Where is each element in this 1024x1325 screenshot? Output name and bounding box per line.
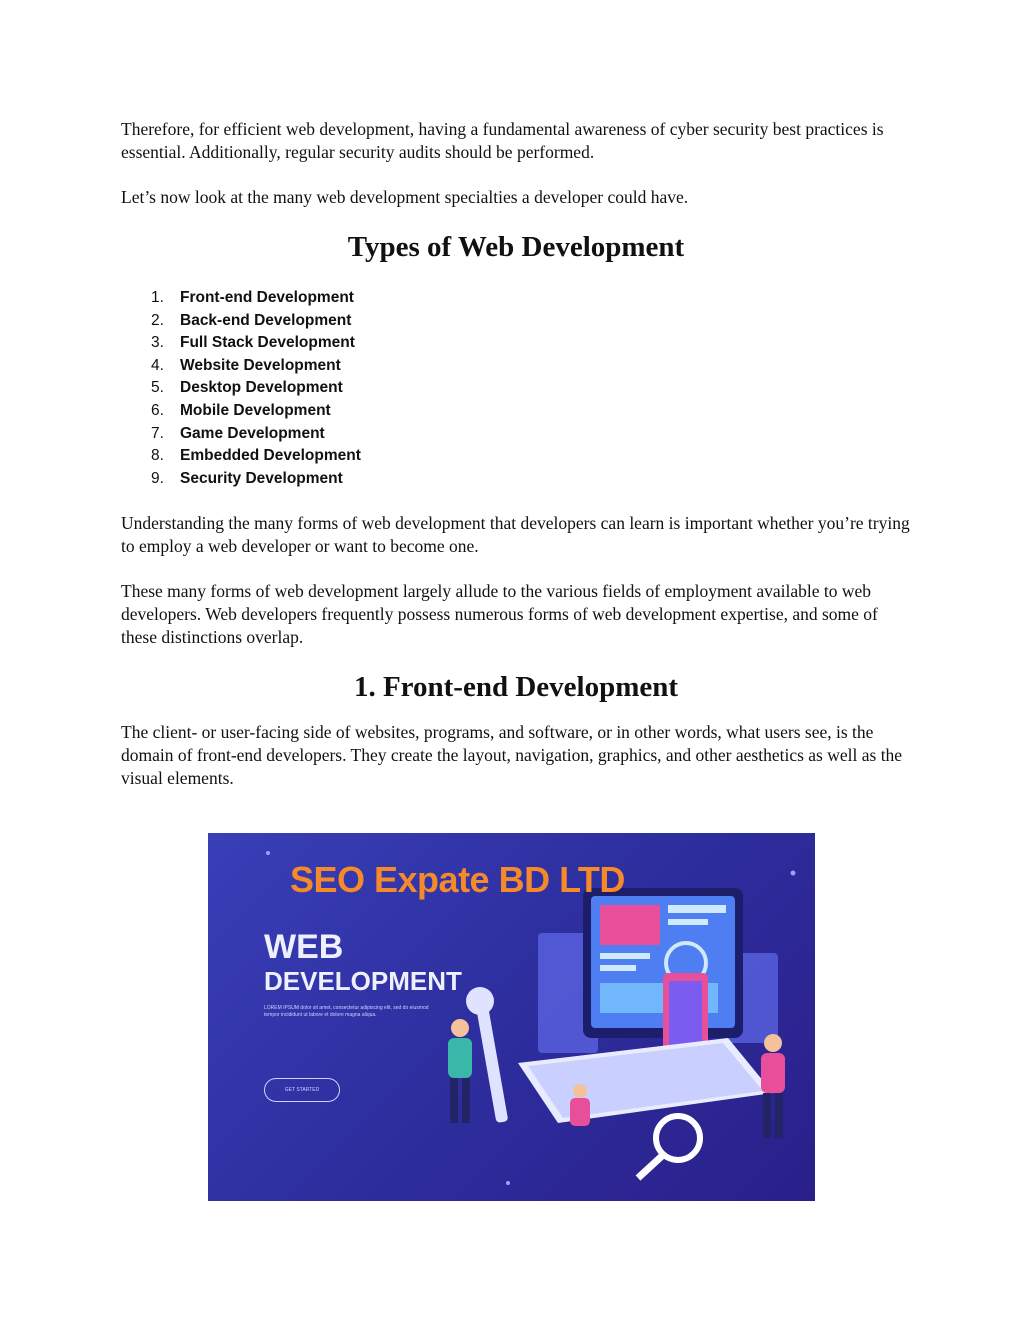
web-development-banner bbox=[208, 833, 815, 1201]
banner-brand: SEO Expate BD LTD bbox=[290, 859, 625, 900]
list-item: 1. Front-end Development bbox=[151, 289, 354, 306]
list-item: 5. Desktop Development bbox=[151, 379, 343, 397]
types-heading: Types of Web Development bbox=[347, 231, 685, 263]
list-item: 7. Game Development bbox=[151, 424, 325, 442]
list-item: 2. Back-end Development bbox=[151, 311, 352, 329]
document-page bbox=[121, 118, 911, 790]
list-item: 3. Full Stack Development bbox=[151, 334, 355, 352]
front-end-heading: 1. Front-end Development bbox=[353, 671, 679, 704]
list-item: 6. Mobile Development bbox=[151, 401, 331, 419]
intro-paragraph-2: Let’s now look at the many web development specialties a developer could have. bbox=[121, 187, 689, 207]
banner-title-web: WEB bbox=[264, 928, 344, 966]
list-item: 8. Embedded Development bbox=[151, 447, 361, 465]
list-item: 9. Security Development bbox=[151, 469, 343, 487]
banner-lorem-text: LOREM IPSUM dolor sit amet, consectetur adipiscing elit, sed do eiusmod tempor incididunt ut labore et dolore magna aliqua. bbox=[264, 1005, 429, 1018]
body-paragraph-1: Understanding the many forms of web development that developers can learn is important whether you’re trying to employ a web developer or want to become one. bbox=[121, 513, 910, 557]
banner-title-development: DEVELOPMENT bbox=[264, 966, 462, 996]
list-item: 4. Website Development bbox=[151, 356, 341, 374]
intro-paragraph-1: Therefore, for efficient web development, having a fundamental awareness of cyber security best practices is essential. Additionally, regular security audits should be performed. bbox=[121, 119, 884, 162]
front-end-paragraph: The client- or user-facing side of websites, programs, and software, or in other words, what users see, is the domain of front-end developers. They create the layout, navigation, graphics, and other aesthetics as well as the visual elements. bbox=[121, 722, 903, 789]
banner-get-started-button: GET STARTED bbox=[264, 1078, 340, 1102]
types-list bbox=[121, 287, 911, 490]
body-paragraph-2: These many forms of web development largely allude to the various fields of employment available to web developers. Web developers frequently possess numerous forms of web development expertise, and some of these distinctions overlap. bbox=[121, 581, 878, 648]
